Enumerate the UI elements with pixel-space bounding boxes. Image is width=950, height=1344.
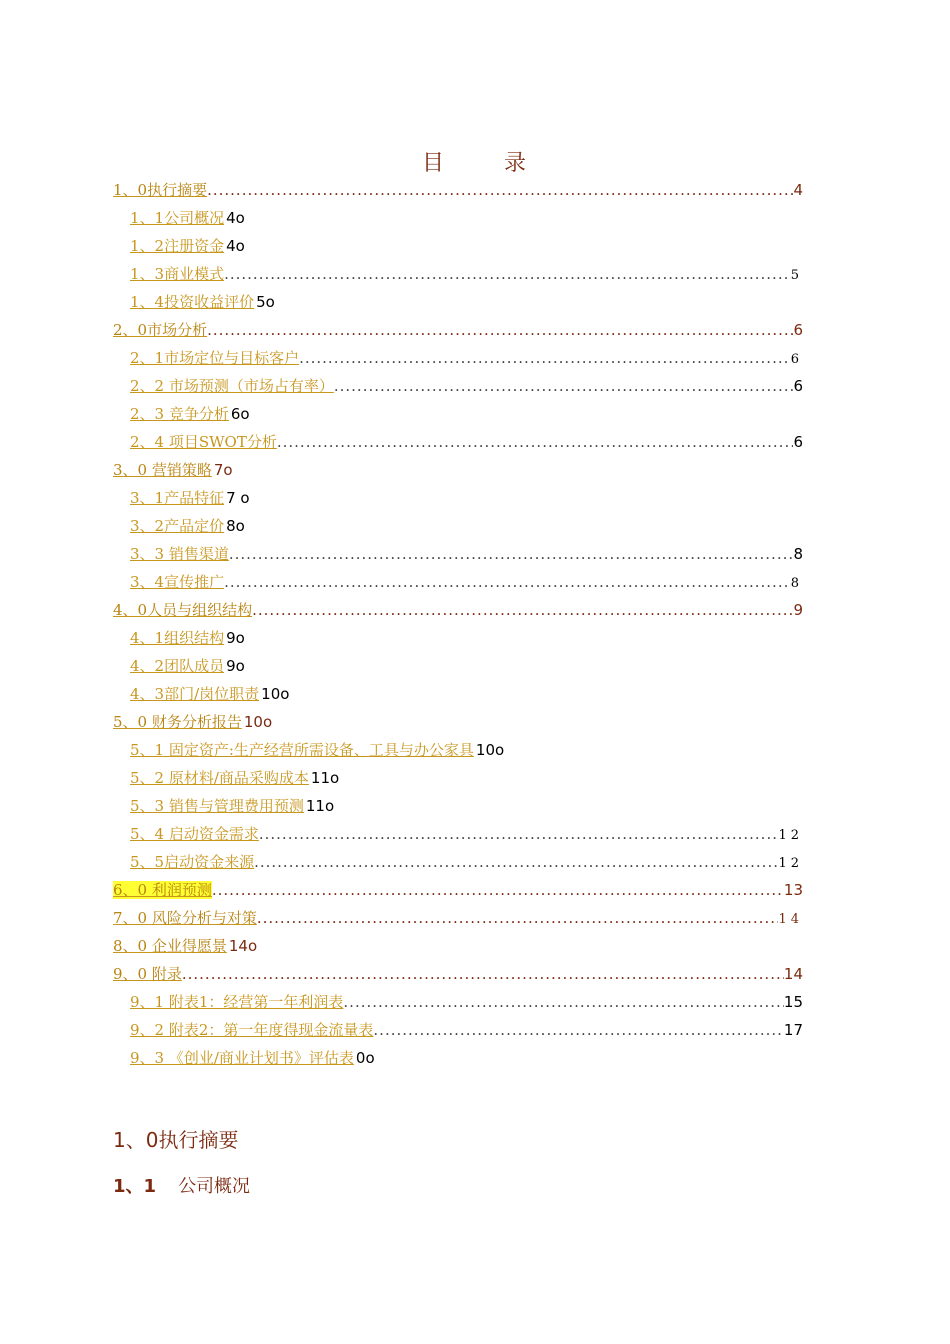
toc-entry[interactable] [113,708,803,736]
toc-entry-link[interactable]: 1、0执行摘要 [113,181,208,199]
toc-page-number: 15 [783,993,803,1011]
toc-entry-link[interactable]: 2、3 竞争分析 [130,405,229,423]
toc-entry-link[interactable] [113,876,212,904]
toc-leader-dots [343,988,784,1016]
toc-page-number: 14 [783,965,803,983]
toc-leader-dots [277,428,794,456]
toc-entry[interactable] [113,512,803,540]
toc-entry[interactable] [113,652,803,680]
toc-entry-link[interactable]: 7、0 风险分析与对策 [113,909,257,927]
toc-entry-link[interactable]: 3、0 营销策略 [113,461,212,479]
toc-entry[interactable] [113,400,803,428]
toc-entry-link[interactable]: 3、3 销售渠道 [130,545,229,563]
toc-page-number: 10o [243,713,273,731]
toc-leader-dots [334,372,794,400]
toc-entry-link[interactable]: 2、4 项目SWOT分析 [130,433,277,451]
toc-entry[interactable] [113,680,803,708]
toc-leader-dots [254,848,778,876]
toc-entry-link[interactable]: 1、3商业模式 [130,265,225,283]
toc-page-number: 13 [783,881,803,899]
toc-page-number: 11o [305,797,335,815]
toc-entry[interactable] [113,848,803,876]
toc-entry[interactable] [113,904,803,932]
toc-title [0,146,950,177]
toc-entry-link[interactable]: 4、3部门/岗位职责 [130,685,260,703]
toc-page-number: 7o [213,461,233,479]
toc-entry-link[interactable]: 5、4 启动资金需求 [130,825,259,843]
toc-entry[interactable] [113,232,803,260]
toc-leader-dots [299,344,791,372]
toc-page-number: 5 [790,268,803,283]
toc-entry[interactable] [113,344,803,372]
toc-leader-dots [182,960,784,988]
toc-entry[interactable] [113,596,803,624]
toc-title-char-2: 录 [504,151,529,176]
toc-entry-link[interactable]: 5、3 销售与管理费用预测 [130,797,304,815]
toc-entry[interactable] [113,764,803,792]
toc-entry[interactable] [113,960,803,988]
toc-title-char-1: 目 [421,151,446,176]
toc-entry[interactable] [113,484,803,512]
highlighted-text: 6、0 利润预测 [113,881,212,899]
toc-page-number: 14 [778,912,803,927]
toc-entry[interactable] [113,988,803,1016]
toc-entry-link[interactable]: 3、2产品定价 [130,517,225,535]
toc-entry[interactable] [113,428,803,456]
toc-page-number: 6 [793,377,803,395]
toc-entry-link[interactable]: 1、2注册资金 [130,237,225,255]
toc-page-number: 10o [475,741,505,759]
toc-entry[interactable] [113,624,803,652]
section-heading-2 [113,1172,250,1198]
toc-page-number: 9o [226,629,245,647]
toc-entry[interactable] [113,792,803,820]
toc-entry[interactable] [113,372,803,400]
toc-leader-dots [207,176,793,204]
section-heading-1: 1、0执行摘要 [113,1128,239,1152]
section-heading-2-text: 公司概况 [178,1176,251,1197]
toc-leader-dots [252,596,793,624]
toc-page-number: 0o [355,1049,375,1067]
toc-entry-link[interactable]: 9、1 附表1：经营第一年利润表 [130,993,344,1011]
toc-leader-dots [229,540,794,568]
toc-entry-link[interactable]: 5、2 原材料/商品采购成本 [130,769,309,787]
toc-entry[interactable] [113,736,803,764]
toc-entry-link[interactable]: 5、1 固定资产:生产经营所需设备、工具与办公家具 [130,741,474,759]
toc-entry[interactable] [113,1044,803,1072]
toc-page-number: 6o [230,405,250,423]
toc-entry-link[interactable]: 9、2 附表2：第一年度得现金流量表 [130,1021,374,1039]
toc-page-number: 9o [226,657,245,675]
toc-entry-link[interactable]: 3、4宣传推广 [130,573,225,591]
toc-entry[interactable] [113,876,803,904]
toc-leader-dots [224,260,791,288]
toc-page-number: 12 [778,856,803,871]
toc-entry-link[interactable]: 2、0市场分析 [113,321,208,339]
toc-page-number: 17 [783,1021,803,1039]
toc-entry-link[interactable]: 3、1产品特征 [130,489,225,507]
toc-entry-link[interactable]: 2、1市场定位与目标客户 [130,349,300,367]
toc-entry[interactable] [113,176,803,204]
toc-entry[interactable] [113,288,803,316]
section-heading-2-number: 1、1 [113,1176,157,1197]
toc-page-number: 12 [778,828,803,843]
toc-entry[interactable] [113,820,803,848]
toc-leader-dots [212,876,784,904]
table-of-contents [113,176,803,1072]
toc-page-number: 4o [226,209,245,227]
toc-leader-dots [207,316,793,344]
toc-page-number: 7 o [226,489,250,507]
toc-page-number: 14o [228,937,258,955]
toc-page-number: 4 [793,181,803,199]
toc-entry[interactable] [113,1016,803,1044]
toc-entry-link[interactable]: 8、0 企业得愿景 [113,937,227,955]
toc-page-number: 6 [790,352,803,367]
toc-entry[interactable] [113,204,803,232]
toc-entry-link[interactable]: 4、1组织结构 [130,629,225,647]
toc-entry-link[interactable]: 1、1公司概况 [130,209,225,227]
toc-page-number: 6 [793,321,803,339]
toc-page-number: 8 [790,576,803,591]
toc-entry[interactable] [113,456,803,484]
toc-entry-link[interactable]: 2、2 市场预测（市场占有率） [130,377,334,395]
toc-entry[interactable] [113,932,803,960]
toc-entry[interactable] [113,540,803,568]
toc-entry-link[interactable]: 9、3 《创业/商业计划书》评估表 [130,1049,354,1067]
toc-leader-dots [259,820,779,848]
toc-entry[interactable] [113,568,803,596]
toc-entry-link[interactable]: 5、0 财务分析报告 [113,713,242,731]
toc-entry-link[interactable]: 1、4投资收益评价 [130,293,255,311]
toc-leader-dots [257,904,779,932]
toc-page-number: 9 [793,601,803,619]
toc-page-number: 8o [226,517,245,535]
toc-entry-link[interactable]: 5、5启动资金来源 [130,853,255,871]
toc-page-number: 11o [310,769,340,787]
toc-entry-link[interactable]: 4、2团队成员 [130,657,225,675]
toc-entry[interactable] [113,316,803,344]
toc-entry-link[interactable]: 4、0人员与组织结构 [113,601,253,619]
toc-entry-link[interactable]: 9、0 附录 [113,965,182,983]
toc-page-number: 8 [793,545,803,563]
toc-leader-dots [373,1016,784,1044]
toc-page-number: 5o [256,293,275,311]
toc-entry[interactable] [113,260,803,288]
toc-page-number: 4o [226,237,245,255]
toc-page-number: 10o [261,685,290,703]
toc-page-number: 6 [793,433,803,451]
toc-leader-dots [224,568,791,596]
